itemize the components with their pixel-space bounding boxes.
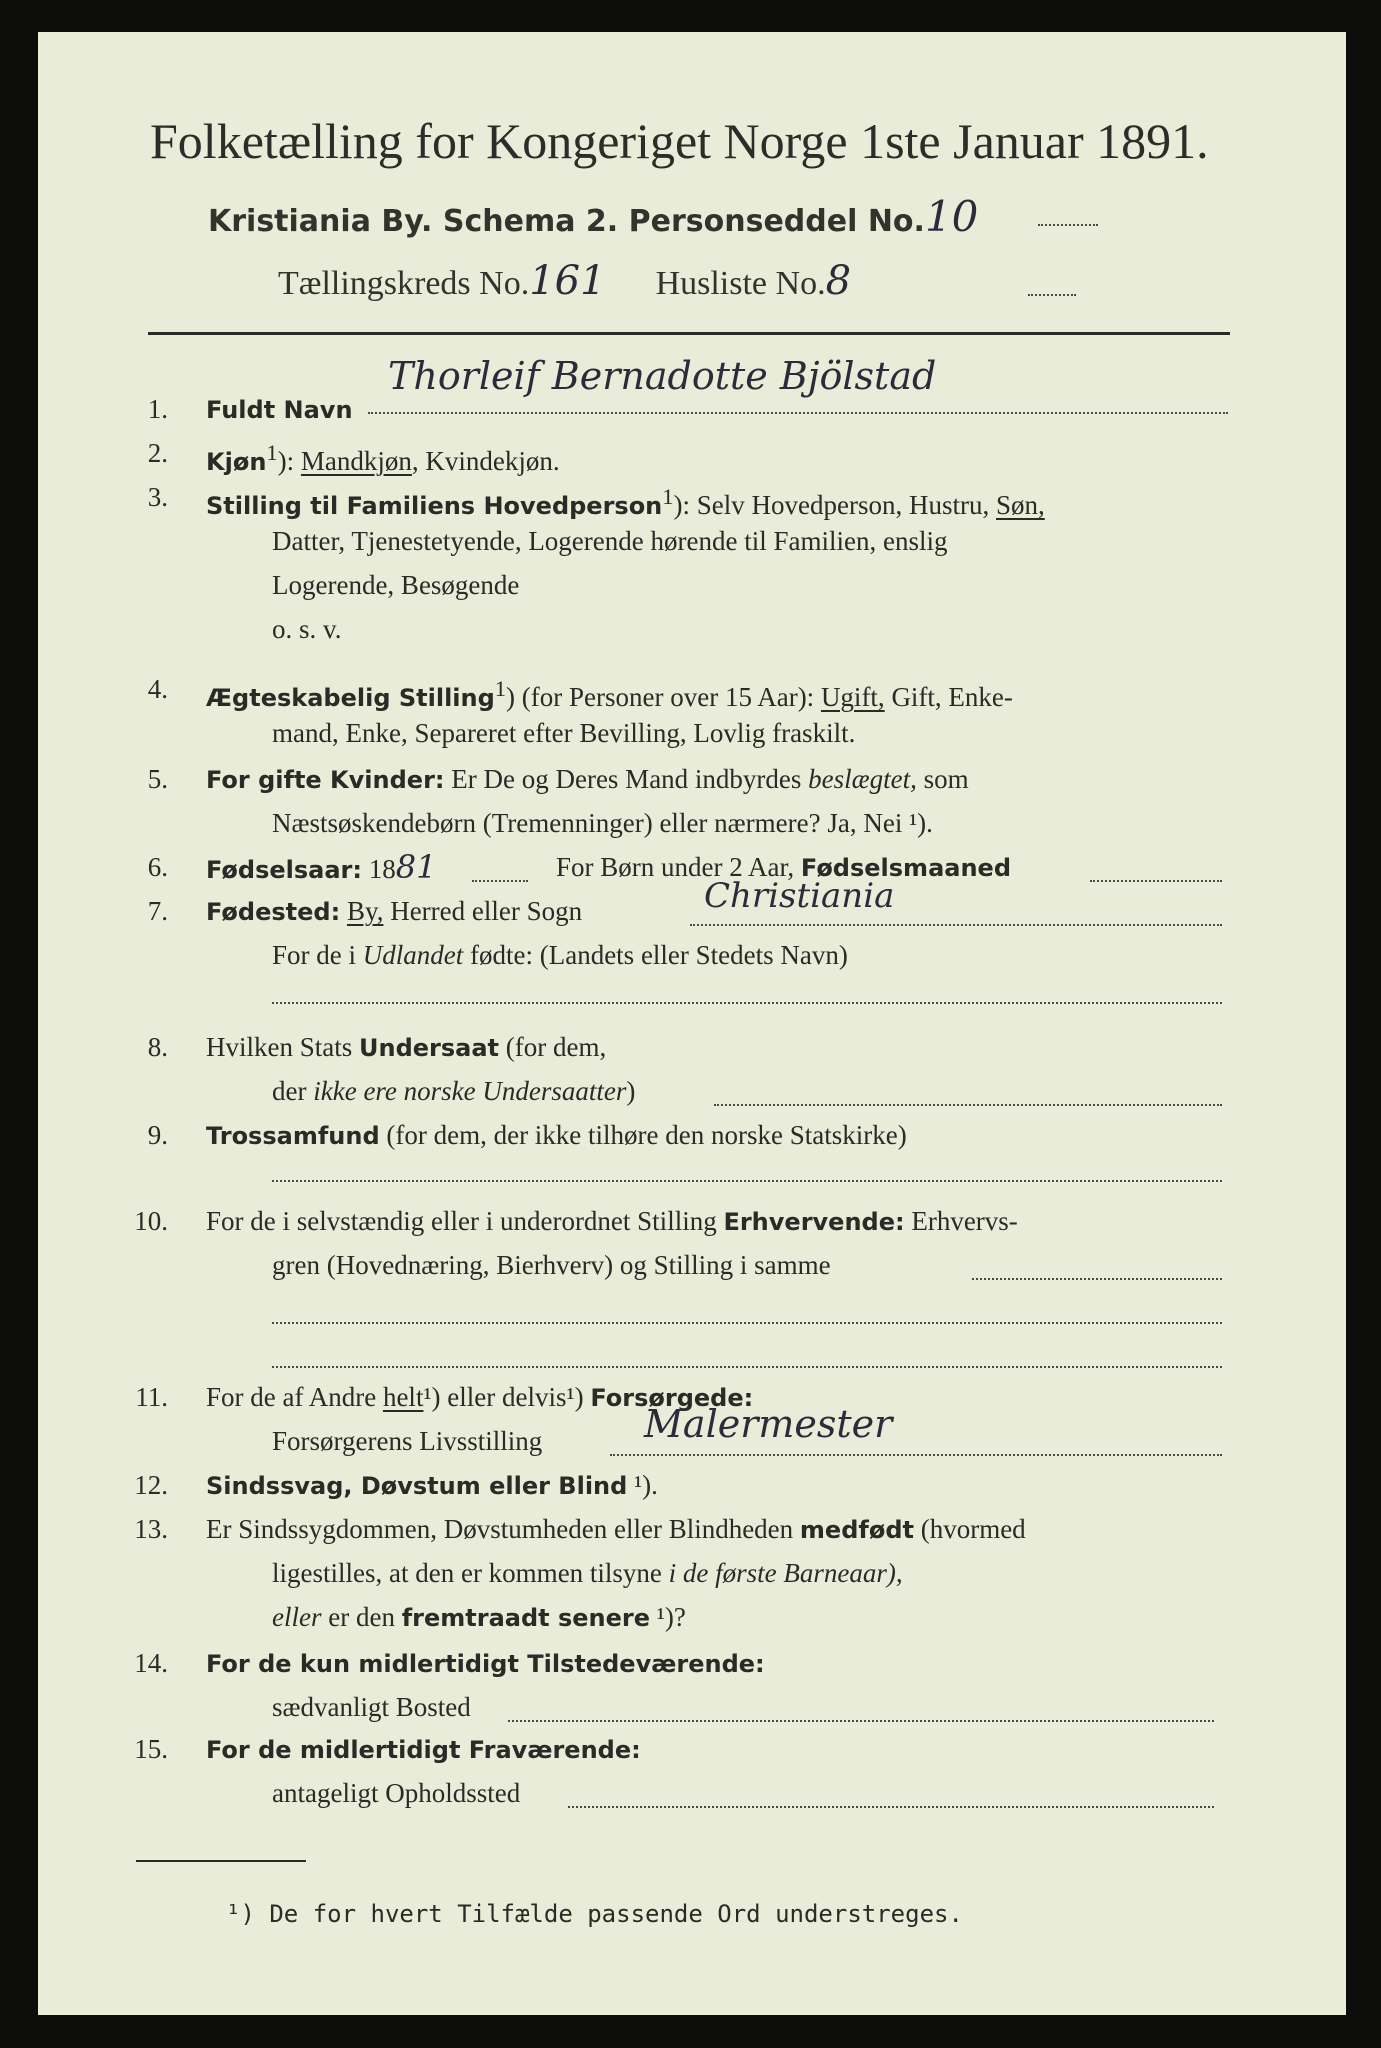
item-3-line1: Stilling til Familiens Hovedperson$^1$): Selv Hovedperson, Hustru, Søn, bbox=[206, 484, 1045, 520]
item-7-number: 7. bbox=[147, 896, 168, 926]
item-7-selected-option: By, bbox=[346, 896, 384, 926]
item-8-line2: der ikke ere norske Undersaatter) bbox=[272, 1076, 636, 1106]
form-subtitle bbox=[208, 192, 978, 241]
personseddel-number: 10 bbox=[924, 192, 979, 241]
item-14-number: 14. bbox=[134, 1648, 168, 1678]
kreds-line bbox=[278, 258, 851, 304]
item-13-line1: Er Sindssygdommen, Døvstumheden eller Blindheden medfødt (hvormed bbox=[206, 1514, 1026, 1544]
item-14-line1 bbox=[206, 1642, 765, 1685]
item-3-label: Stilling til Familiens Hovedperson bbox=[206, 492, 663, 520]
item-10-line1: For de i selvstændig eller i underordnet Stilling Erhvervende: Erhvervs- bbox=[206, 1206, 1018, 1236]
item-6-month-dots bbox=[1090, 880, 1222, 882]
item-4-line2: mand, Enke, Separeret efter Bevilling, Lovlig fraskilt. bbox=[272, 718, 856, 748]
item-14-label: For de kun midlertidigt Tilstedeværende: bbox=[206, 1650, 765, 1678]
item-11-dots bbox=[610, 1454, 1222, 1456]
item-11-line1: For de af Andre helt¹) eller delvis¹) Forsørgede: bbox=[206, 1382, 754, 1412]
item-7-extra-dots bbox=[272, 1002, 1222, 1004]
item-5-number: 5. bbox=[147, 764, 168, 794]
item-8-dots bbox=[714, 1104, 1222, 1106]
item-1-line bbox=[206, 388, 353, 431]
item-3-selected-option: Søn, bbox=[996, 490, 1045, 520]
item-14-dots bbox=[508, 1720, 1214, 1722]
item-3-number: 3. bbox=[147, 482, 168, 512]
item-6-line: Fødselsaar: 1881 bbox=[206, 848, 437, 886]
item-9-line: Trossamfund (for dem, der ikke tilhøre den norske Statskirke) bbox=[206, 1120, 907, 1150]
item-1-label: Fuldt Navn bbox=[206, 396, 353, 424]
form-title: Folketælling for Kongeriget Norge 1ste Januar 1891. bbox=[150, 113, 1209, 169]
personseddel-label: Kristiania By. Schema 2. Personseddel No. bbox=[208, 204, 925, 239]
item-10-dots-2 bbox=[272, 1322, 1222, 1324]
item-9-number: 9. bbox=[147, 1120, 168, 1150]
item-2-line: Kjøn$^1$): Mandkjøn, Kvindekjøn. bbox=[206, 440, 560, 476]
husliste-dots bbox=[1028, 294, 1076, 296]
item-7-place-value: Christiania bbox=[704, 876, 895, 916]
item-15-number: 15. bbox=[134, 1734, 168, 1764]
item-4-number: 4. bbox=[147, 674, 168, 704]
item-2-label: Kjøn bbox=[206, 448, 267, 476]
item-9-dots bbox=[272, 1180, 1222, 1182]
item-9-label: Trossamfund bbox=[206, 1122, 380, 1150]
footnote: ¹) De for hvert Tilfælde passende Ord understreges. bbox=[226, 1900, 963, 1928]
item-4-selected-option: Ugift, bbox=[820, 682, 885, 712]
item-6-number: 6. bbox=[147, 852, 168, 882]
item-2-selected-option: Mandkjøn bbox=[300, 446, 412, 476]
item-5-line1: For gifte Kvinder: Er De og Deres Mand indbyrdes beslægtet, som bbox=[206, 764, 969, 794]
census-form bbox=[38, 32, 1346, 2015]
personseddel-dots bbox=[1038, 224, 1098, 226]
item-5-line2: Næstsøskendebørn (Tremenninger) eller nærmere? Ja, Nei ¹). bbox=[272, 808, 933, 838]
item-10-dots-1 bbox=[972, 1278, 1222, 1280]
husliste-number: 8 bbox=[825, 258, 852, 304]
item-10-dots-3 bbox=[272, 1366, 1222, 1368]
item-12-number: 12. bbox=[134, 1470, 168, 1500]
item-7-line2: For de i Udlandet fødte: (Landets eller Stedets Navn) bbox=[272, 940, 848, 970]
item-5-label: For gifte Kvinder: bbox=[206, 766, 445, 794]
item-1-name-value: Thorleif Bernadotte Bjölstad bbox=[388, 354, 937, 398]
item-15-dots bbox=[568, 1806, 1214, 1808]
item-10-number: 10. bbox=[134, 1206, 168, 1236]
item-15-line2: antageligt Opholdssted bbox=[272, 1778, 521, 1808]
item-12-line: Sindssvag, Døvstum eller Blind ¹). bbox=[206, 1470, 658, 1500]
footnote-rule bbox=[136, 1860, 306, 1862]
husliste-label: Husliste No. bbox=[655, 265, 826, 302]
item-3-line3: Logerende, Besøgende bbox=[272, 570, 520, 600]
item-11-selected-option: helt bbox=[382, 1382, 424, 1412]
item-13-line2: ligestilles, at den er kommen tilsyne i de første Barneaar), bbox=[272, 1558, 903, 1588]
item-4-label: Ægteskabelig Stilling bbox=[206, 684, 495, 712]
item-8-line1: Hvilken Stats Undersaat (for dem, bbox=[206, 1032, 607, 1062]
item-13-number: 13. bbox=[134, 1514, 168, 1544]
item-3-line2: Datter, Tjenestetyende, Logerende hørende til Familien, enslig bbox=[272, 526, 948, 556]
item-2-number: 2. bbox=[147, 438, 168, 468]
kreds-number: 161 bbox=[529, 258, 606, 304]
item-6-year-dots bbox=[472, 880, 528, 882]
item-10-line2: gren (Hovednæring, Bierhverv) og Stilling i samme bbox=[272, 1250, 831, 1280]
kreds-label: Tællingskreds No. bbox=[278, 265, 530, 302]
item-15-label: For de midlertidigt Fraværende: bbox=[206, 1736, 641, 1764]
item-15-line1 bbox=[206, 1728, 641, 1771]
item-3-line4: o. s. v. bbox=[272, 614, 342, 644]
item-1-number: 1. bbox=[147, 394, 168, 424]
item-11-number: 11. bbox=[135, 1382, 168, 1412]
item-14-line2: sædvanligt Bosted bbox=[272, 1692, 471, 1722]
item-7-label: Fødested: bbox=[206, 898, 341, 926]
item-7-line1: Fødested: By, Herred eller Sogn bbox=[206, 896, 583, 926]
item-12-label: Sindssvag, Døvstum eller Blind bbox=[206, 1472, 628, 1500]
header-rule bbox=[148, 332, 1230, 335]
item-11-line2: Forsørgerens Livsstilling bbox=[272, 1426, 543, 1456]
item-4-line1: Ægteskabelig Stilling$^1$) (for Personer over 15 Aar): Ugift, Gift, Enke- bbox=[206, 676, 1013, 712]
item-13-line3: eller er den fremtraadt senere ¹)? bbox=[272, 1602, 686, 1632]
item-6-year-value: 81 bbox=[395, 848, 437, 886]
item-8-number: 8. bbox=[147, 1032, 168, 1062]
item-1-dots bbox=[368, 412, 1228, 414]
item-6-line-rest: For Børn under 2 Aar, Fødselsmaaned bbox=[556, 852, 1011, 882]
item-7-dots bbox=[690, 924, 1222, 926]
item-6-label: Fødselsaar: bbox=[206, 856, 362, 884]
item-11-occupation-value: Malermester bbox=[644, 1402, 893, 1446]
